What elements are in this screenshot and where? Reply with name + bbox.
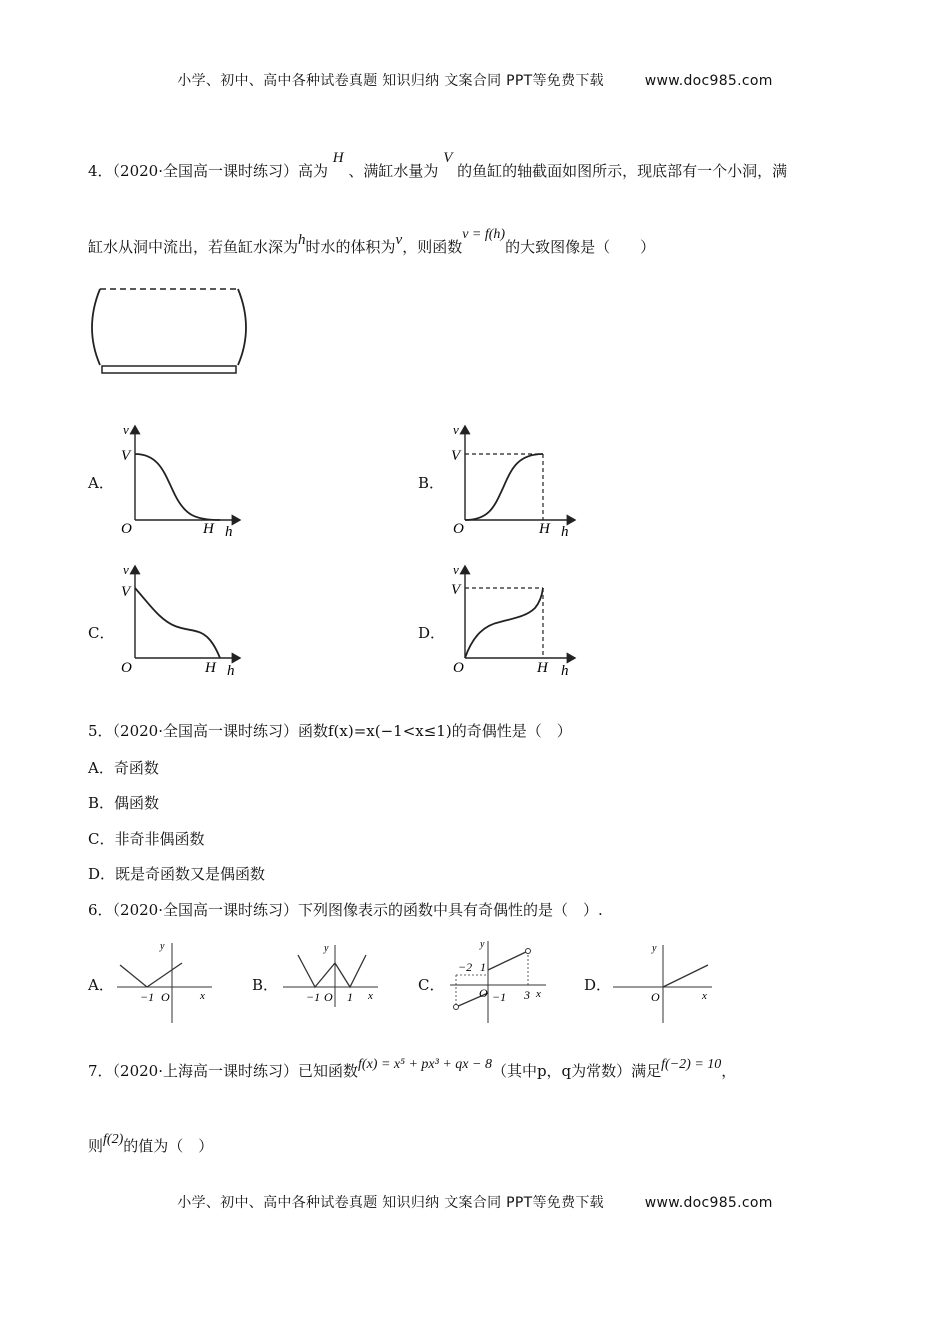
q6-number: 6． [88, 901, 113, 919]
q4-text: 时水的体积为 [305, 238, 396, 256]
q6-option-d-graph[interactable] [608, 935, 720, 1027]
origin-label: O [453, 660, 464, 676]
q4-option-d-label[interactable]: D． [418, 624, 446, 642]
q5-number: 5． [88, 722, 113, 740]
axis-x-label: x [200, 990, 205, 1002]
q4-option-b-label[interactable]: B． [418, 474, 445, 492]
q7-condition: f(−2) = 10 [661, 1057, 722, 1072]
tick-label: 1 [480, 960, 486, 974]
q6-option-a-label[interactable]: A． [88, 976, 114, 994]
q4-option-b-graph[interactable] [445, 420, 580, 542]
axis-y-label: y [324, 943, 329, 954]
q4-text: 的鱼缸的轴截面如图所示，现底部有一个小洞，满 [457, 162, 788, 180]
q7-text: 已知函数 [298, 1062, 359, 1080]
header-site: www.doc985.com [644, 73, 773, 89]
footer-text: 小学、初中、高中各种试卷真题 知识归纳 文案合同 PPT等免费下载 [177, 1195, 604, 1211]
q6-option-d-label[interactable]: D． [584, 976, 612, 994]
q4-option-c-graph[interactable] [115, 560, 245, 682]
curve [465, 588, 543, 658]
q7-number: 7． [88, 1062, 113, 1080]
q5-source: （2020·全国高一课时练习） [112, 722, 298, 740]
H-label: H [205, 660, 216, 676]
q7-text: ， [721, 1062, 737, 1080]
q4-option-a-label[interactable]: A． [88, 474, 114, 492]
origin-label: O [324, 990, 333, 1004]
q7-text: （其中p，q为常数）满足 [491, 1062, 662, 1080]
q7-text: 则 [88, 1137, 104, 1155]
q4-V-symbol: V [443, 150, 453, 166]
q5-option-a[interactable]: A．奇函数 [88, 759, 159, 777]
q6-source: （2020·全国高一课时练习） [112, 901, 298, 919]
q6-option-b-graph[interactable] [278, 935, 390, 1027]
axis-h-label: h [561, 524, 569, 540]
origin-label: O [453, 521, 464, 537]
page-footer [0, 1192, 950, 1212]
q7-text: 的值为（ ） [123, 1137, 214, 1155]
q7-func: f(x) = x⁵ + px³ + qx − 8 [358, 1057, 492, 1072]
origin-label: O [121, 521, 132, 537]
origin-label: O [161, 990, 170, 1004]
V-label: V [451, 582, 461, 598]
q4-text: 缸水从洞中流出，若鱼缸水深为 [88, 238, 299, 256]
q4-func: v = f(h) [462, 227, 506, 242]
header-text: 小学、初中、高中各种试卷真题 知识归纳 文案合同 PPT等免费下载 [177, 73, 604, 89]
axis-v-label: v [453, 422, 459, 437]
origin-label: O [651, 990, 660, 1004]
tank-base [102, 366, 236, 373]
q4-text: 、满缸水量为 [348, 162, 439, 180]
q4-option-a-graph[interactable] [115, 420, 245, 542]
page-header [0, 70, 950, 90]
q6-stem [88, 899, 603, 920]
tick-label: 1 [347, 990, 353, 1004]
axis-x-label: x [536, 988, 541, 1000]
q4-number: 4． [88, 162, 113, 180]
graph-line [298, 955, 366, 987]
fish-tank-figure [90, 283, 250, 378]
graph-line [120, 965, 147, 987]
axis-v-label: v [123, 562, 129, 577]
q6-option-c-label[interactable]: C． [418, 976, 445, 994]
q4-line2 [88, 227, 656, 257]
q4-line1 [88, 150, 788, 181]
curve [465, 454, 543, 520]
q4-v-symbol: v [395, 232, 403, 248]
axis-y-label: y [160, 941, 165, 952]
axis-y-label: y [652, 943, 657, 954]
H-label: H [537, 660, 548, 676]
V-label: V [451, 448, 461, 464]
q6-text: 下列图像表示的函数中具有奇偶性的是（ ）. [298, 901, 603, 919]
q7-line1 [88, 1057, 737, 1081]
graph-line [663, 965, 708, 987]
q4-option-c-label[interactable]: C． [88, 624, 115, 642]
q6-option-b-label[interactable]: B． [252, 976, 279, 994]
q4-h-symbol: h [298, 232, 306, 248]
axis-y-label: y [480, 939, 485, 950]
V-label: V [121, 584, 131, 600]
q7-f2: f(2) [103, 1132, 124, 1147]
q5-text: 函数f(x)=x(−1<x≤1)的奇偶性是（ ） [298, 722, 572, 740]
q7-line2 [88, 1132, 214, 1156]
q4-text: 的大致图像是（ ） [505, 238, 656, 256]
q4-text: 高为 [298, 162, 329, 180]
tick-label: −2 [458, 960, 473, 974]
H-label: H [203, 521, 214, 537]
graph-line [147, 963, 182, 987]
q4-source: （2020·全国高一课时练习） [112, 162, 298, 180]
graph-line [488, 951, 528, 970]
q6-option-a-graph[interactable] [112, 935, 222, 1027]
H-label: H [539, 521, 550, 537]
origin-label: O [121, 660, 132, 676]
axis-h-label: h [225, 524, 233, 540]
q4-H-symbol: H [332, 150, 344, 166]
axis-x-label: x [702, 990, 707, 1002]
q5-option-c[interactable]: C．非奇非偶函数 [88, 830, 205, 848]
q7-source: （2020·上海高一课时练习） [112, 1062, 298, 1080]
origin-label: O [479, 986, 488, 1000]
tick-label: −1 [140, 990, 155, 1004]
tick-label: −1 [306, 990, 321, 1004]
q5-option-b[interactable]: B．偶函数 [88, 794, 160, 812]
tank-right-wall [238, 289, 246, 365]
axis-v-label: v [123, 422, 129, 437]
footer-site: www.doc985.com [644, 1195, 773, 1211]
axis-v-label: v [453, 562, 459, 577]
V-label: V [121, 448, 131, 464]
q5-option-d[interactable]: D．既是奇函数又是偶函数 [88, 865, 266, 883]
q4-text: ，则函数 [402, 238, 463, 256]
q5-stem [88, 720, 572, 741]
axis-x-label: x [368, 990, 373, 1002]
axis-h-label: h [227, 663, 235, 679]
q6-option-c-graph[interactable] [446, 935, 556, 1027]
axis-h-label: h [561, 663, 569, 679]
tick-label: 3 [524, 988, 530, 1002]
tank-left-wall [92, 289, 100, 365]
q4-option-d-graph[interactable] [445, 560, 580, 682]
curve [135, 588, 220, 658]
tick-label: −1 [492, 990, 507, 1004]
curve [135, 454, 220, 520]
